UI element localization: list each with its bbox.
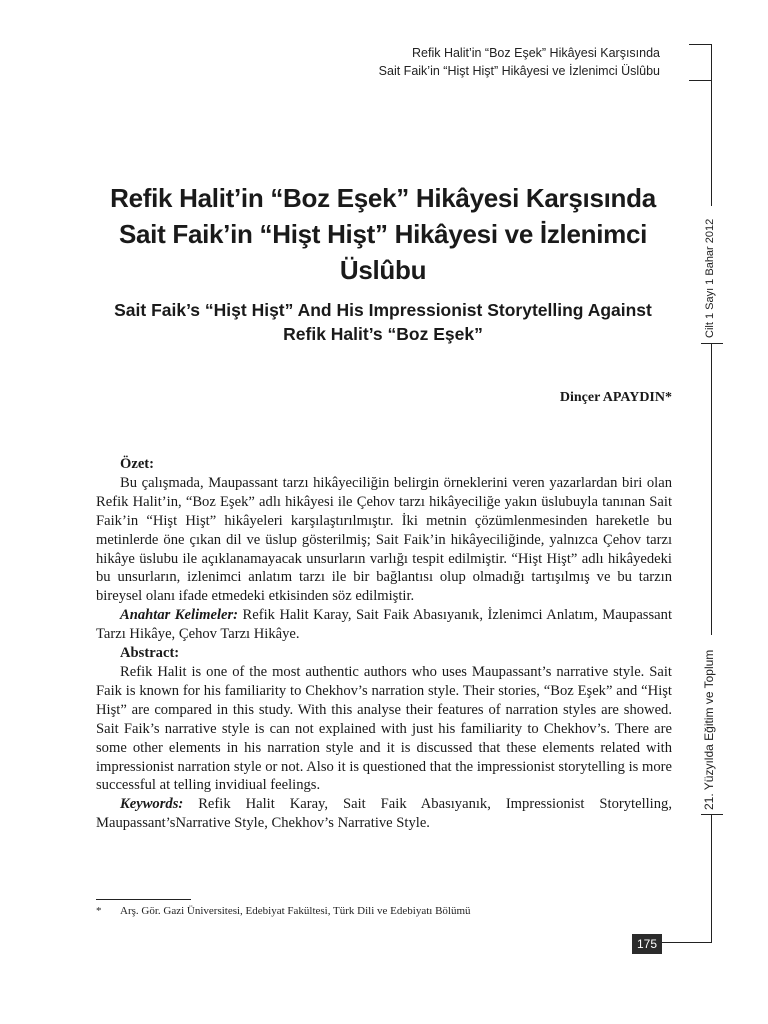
author-name: Dinçer APAYDIN* [559, 390, 672, 405]
title-line3: Üslûbu [339, 255, 427, 285]
side-rule-middle [711, 343, 712, 635]
side-tick-top [689, 44, 711, 45]
keywords-tr-paragraph [96, 606, 672, 644]
side-rule-upper [711, 80, 712, 206]
side-journal-label: 21. Yüzyılda Eğitim ve Toplum [702, 649, 716, 810]
keywords-en-text: Refik Halit Karay, Sait Faik Abasıyanık, Impressionist Storytelling, Maupassant’sNarrative Style, Chekhov’s Narrative Style. [96, 796, 672, 832]
running-head-line1: Refik Halit’in “Boz Eşek” Hikâyesi Karşısında [412, 46, 660, 60]
side-tick-1 [689, 80, 711, 81]
page-number: 175 [632, 934, 662, 954]
english-title-line2: Refik Halit’s “Boz Eşek” [283, 324, 483, 344]
title-line1: Refik Halit’in “Boz Eşek” Hikâyesi Karşısında [110, 183, 656, 213]
footnote-divider [96, 899, 191, 900]
article-title [96, 180, 670, 288]
keywords-en-paragraph [96, 795, 672, 833]
running-head-line2: Sait Faik’in “Hişt Hişt” Hikâyesi ve İzlenimci Üslûbu [378, 64, 660, 78]
keywords-tr-text: Refik Halit Karay, Sait Faik Abasıyanık, İzlenimci Anlatım, Maupassant Tarzı Hikâye, Çehov Tarzı Hikâye. [96, 607, 672, 643]
side-volume-label: Cilt 1 Sayı 1 Bahar 2012 [704, 218, 716, 338]
english-title [96, 298, 670, 346]
abstract-heading: Abstract: [120, 645, 180, 662]
footnote-mark: * [96, 905, 102, 917]
side-rule-top [711, 44, 712, 80]
running-head [240, 44, 660, 80]
ozet-text: Bu çalışmada, Maupassant tarzı hikâyeciliğin belirgin örneklerini veren yazarlardan biri olan Refik Halit’in, “Boz Eşek” adlı hikâyesi ile Çehov tarzı hikâyeciliğe yakın üslubuyla tanınan Sait Faik’in “Hişt Hişt” hikâyeleri karşılaştırılmıştır. İki metnin çözümlenmesinden hareketle bu metinlerde öne çıkan dil ve üslup gösterilmiş; Sait Faik’in hikâyeciliğinde, yalnızca Çehov tarzı hikâye üslubu ile açıklanamayacak unsurların varlığı tespit edilmiştir. “Hişt Hişt” adlı hikâyedeki bu unsurların, izlenimci anlatım tarzı ile bir bağlantısı olup olmadığı tartışılmış ve bu tarzın bireysel olanı ifade etmedeki etkisinden söz edilmiştir. [96, 474, 672, 605]
title-block [96, 180, 670, 346]
ozet-heading: Özet: [120, 456, 155, 472]
english-title-line1: Sait Faik’s “Hişt Hişt” And His Impressionist Storytelling Against [114, 300, 652, 320]
footnote [96, 905, 471, 917]
side-tick-bottom [662, 942, 712, 943]
article-body [96, 455, 672, 833]
abstract-text: Refik Halit is one of the most authentic authors who uses Maupassant’s narrative style. Sait Faik is known for his familiarity to Chekhov’s narration style. Their stories, “Boz Eşek” and “Hişt Hişt” are compared in this study. With this analyse their features of narration styles are showed. Sait Faik’s narrative style is can not explained with just his familiarity to Chekhov’s. There are some other elements in his narration style and it is discussed that these elements related with impressionist narration style or not. Also it is questioned that the impressionist storytelling is more successful at telling invidiual feelings. [96, 663, 672, 794]
keywords-tr-label: Anahtar Kelimeler: [120, 607, 239, 624]
side-tick-2 [701, 343, 723, 344]
side-tick-3 [701, 814, 723, 815]
side-rule-lower [711, 814, 712, 942]
keywords-en-label: Keywords: [120, 796, 184, 813]
footnote-text: Arş. Gör. Gazi Üniversitesi, Edebiyat Fakültesi, Türk Dili ve Edebiyatı Bölümü [120, 905, 471, 917]
title-line2: Sait Faik’in “Hişt Hişt” Hikâyesi ve İzlenimci [118, 219, 648, 249]
